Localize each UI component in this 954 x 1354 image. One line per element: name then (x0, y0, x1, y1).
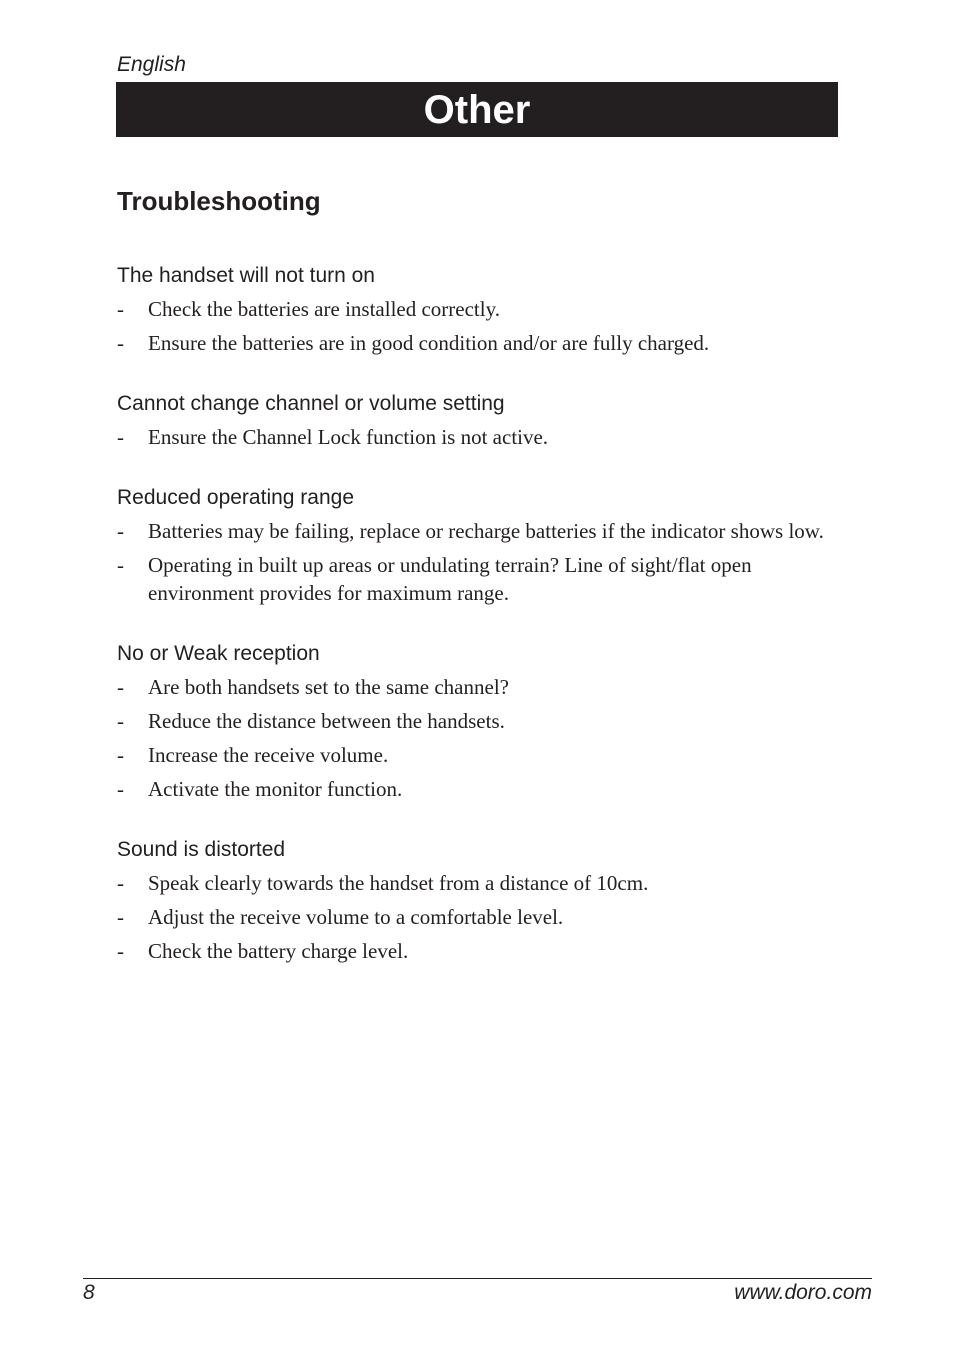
problem-cannot-change-channel (117, 391, 829, 451)
page-number: 8 (83, 1281, 95, 1304)
solution-list (117, 517, 829, 607)
solution-list (117, 295, 829, 357)
chapter-title-bar (116, 82, 838, 137)
problem-sound-distorted (117, 837, 829, 965)
language-label: English (117, 53, 186, 76)
solution-text: Ensure the Channel Lock function is not active. (148, 425, 549, 449)
bullet-dash: - (117, 553, 124, 577)
solution-item (117, 329, 829, 357)
solution-item (117, 903, 829, 931)
bullet-dash: - (117, 777, 124, 801)
bullet-dash: - (117, 743, 124, 767)
solution-list (117, 423, 829, 451)
footer-website: www.doro.com (734, 1281, 872, 1304)
bullet-dash: - (117, 871, 124, 895)
troubleshooting-list (117, 263, 829, 999)
bullet-dash: - (117, 331, 124, 355)
solution-text: Ensure the batteries are in good condition and/or are fully charged. (148, 331, 710, 355)
solution-list (117, 869, 829, 965)
solution-item (117, 295, 829, 323)
solution-text: Batteries may be failing, replace or recharge batteries if the indicator shows low. (148, 519, 824, 543)
problem-title: Reduced operating range (117, 486, 355, 509)
bullet-dash: - (117, 905, 124, 929)
solution-item (117, 775, 829, 803)
problem-reduced-range (117, 485, 829, 607)
problem-weak-reception (117, 641, 829, 803)
solution-item (117, 707, 829, 735)
solution-text: Check the battery charge level. (148, 939, 409, 963)
chapter-title: Other (423, 87, 531, 132)
solution-text: Speak clearly towards the handset from a distance of 10cm. (148, 871, 649, 895)
problem-title: No or Weak reception (117, 642, 320, 665)
bullet-dash: - (117, 709, 124, 733)
solution-text: Increase the receive volume. (148, 743, 389, 767)
problem-handset-not-turn-on (117, 263, 829, 357)
solution-item (117, 673, 829, 701)
solution-text: Check the batteries are installed correctly. (148, 297, 500, 321)
bullet-dash: - (117, 939, 124, 963)
footer-divider (83, 1278, 872, 1279)
solution-item (117, 741, 829, 769)
solution-item (117, 937, 829, 965)
problem-title: Sound is distorted (117, 838, 286, 861)
bullet-dash: - (117, 297, 124, 321)
problem-title: Cannot change channel or volume setting (117, 392, 505, 415)
solution-item (117, 423, 829, 451)
solution-text: Adjust the receive volume to a comfortable level. (148, 905, 564, 929)
problem-title: The handset will not turn on (117, 264, 375, 287)
bullet-dash: - (117, 675, 124, 699)
section-heading: Troubleshooting (117, 186, 321, 216)
solution-item (117, 517, 829, 545)
bullet-dash: - (117, 519, 124, 543)
solution-list (117, 673, 829, 803)
solution-item (117, 551, 829, 607)
solution-text: Operating in built up areas or undulating terrain? Line of sight/flat open environment provides for maximum range. (148, 553, 752, 605)
solution-text: Activate the monitor function. (148, 777, 403, 801)
solution-text: Are both handsets set to the same channel? (148, 675, 509, 699)
solution-text: Reduce the distance between the handsets. (148, 709, 505, 733)
bullet-dash: - (117, 425, 124, 449)
solution-item (117, 869, 829, 897)
